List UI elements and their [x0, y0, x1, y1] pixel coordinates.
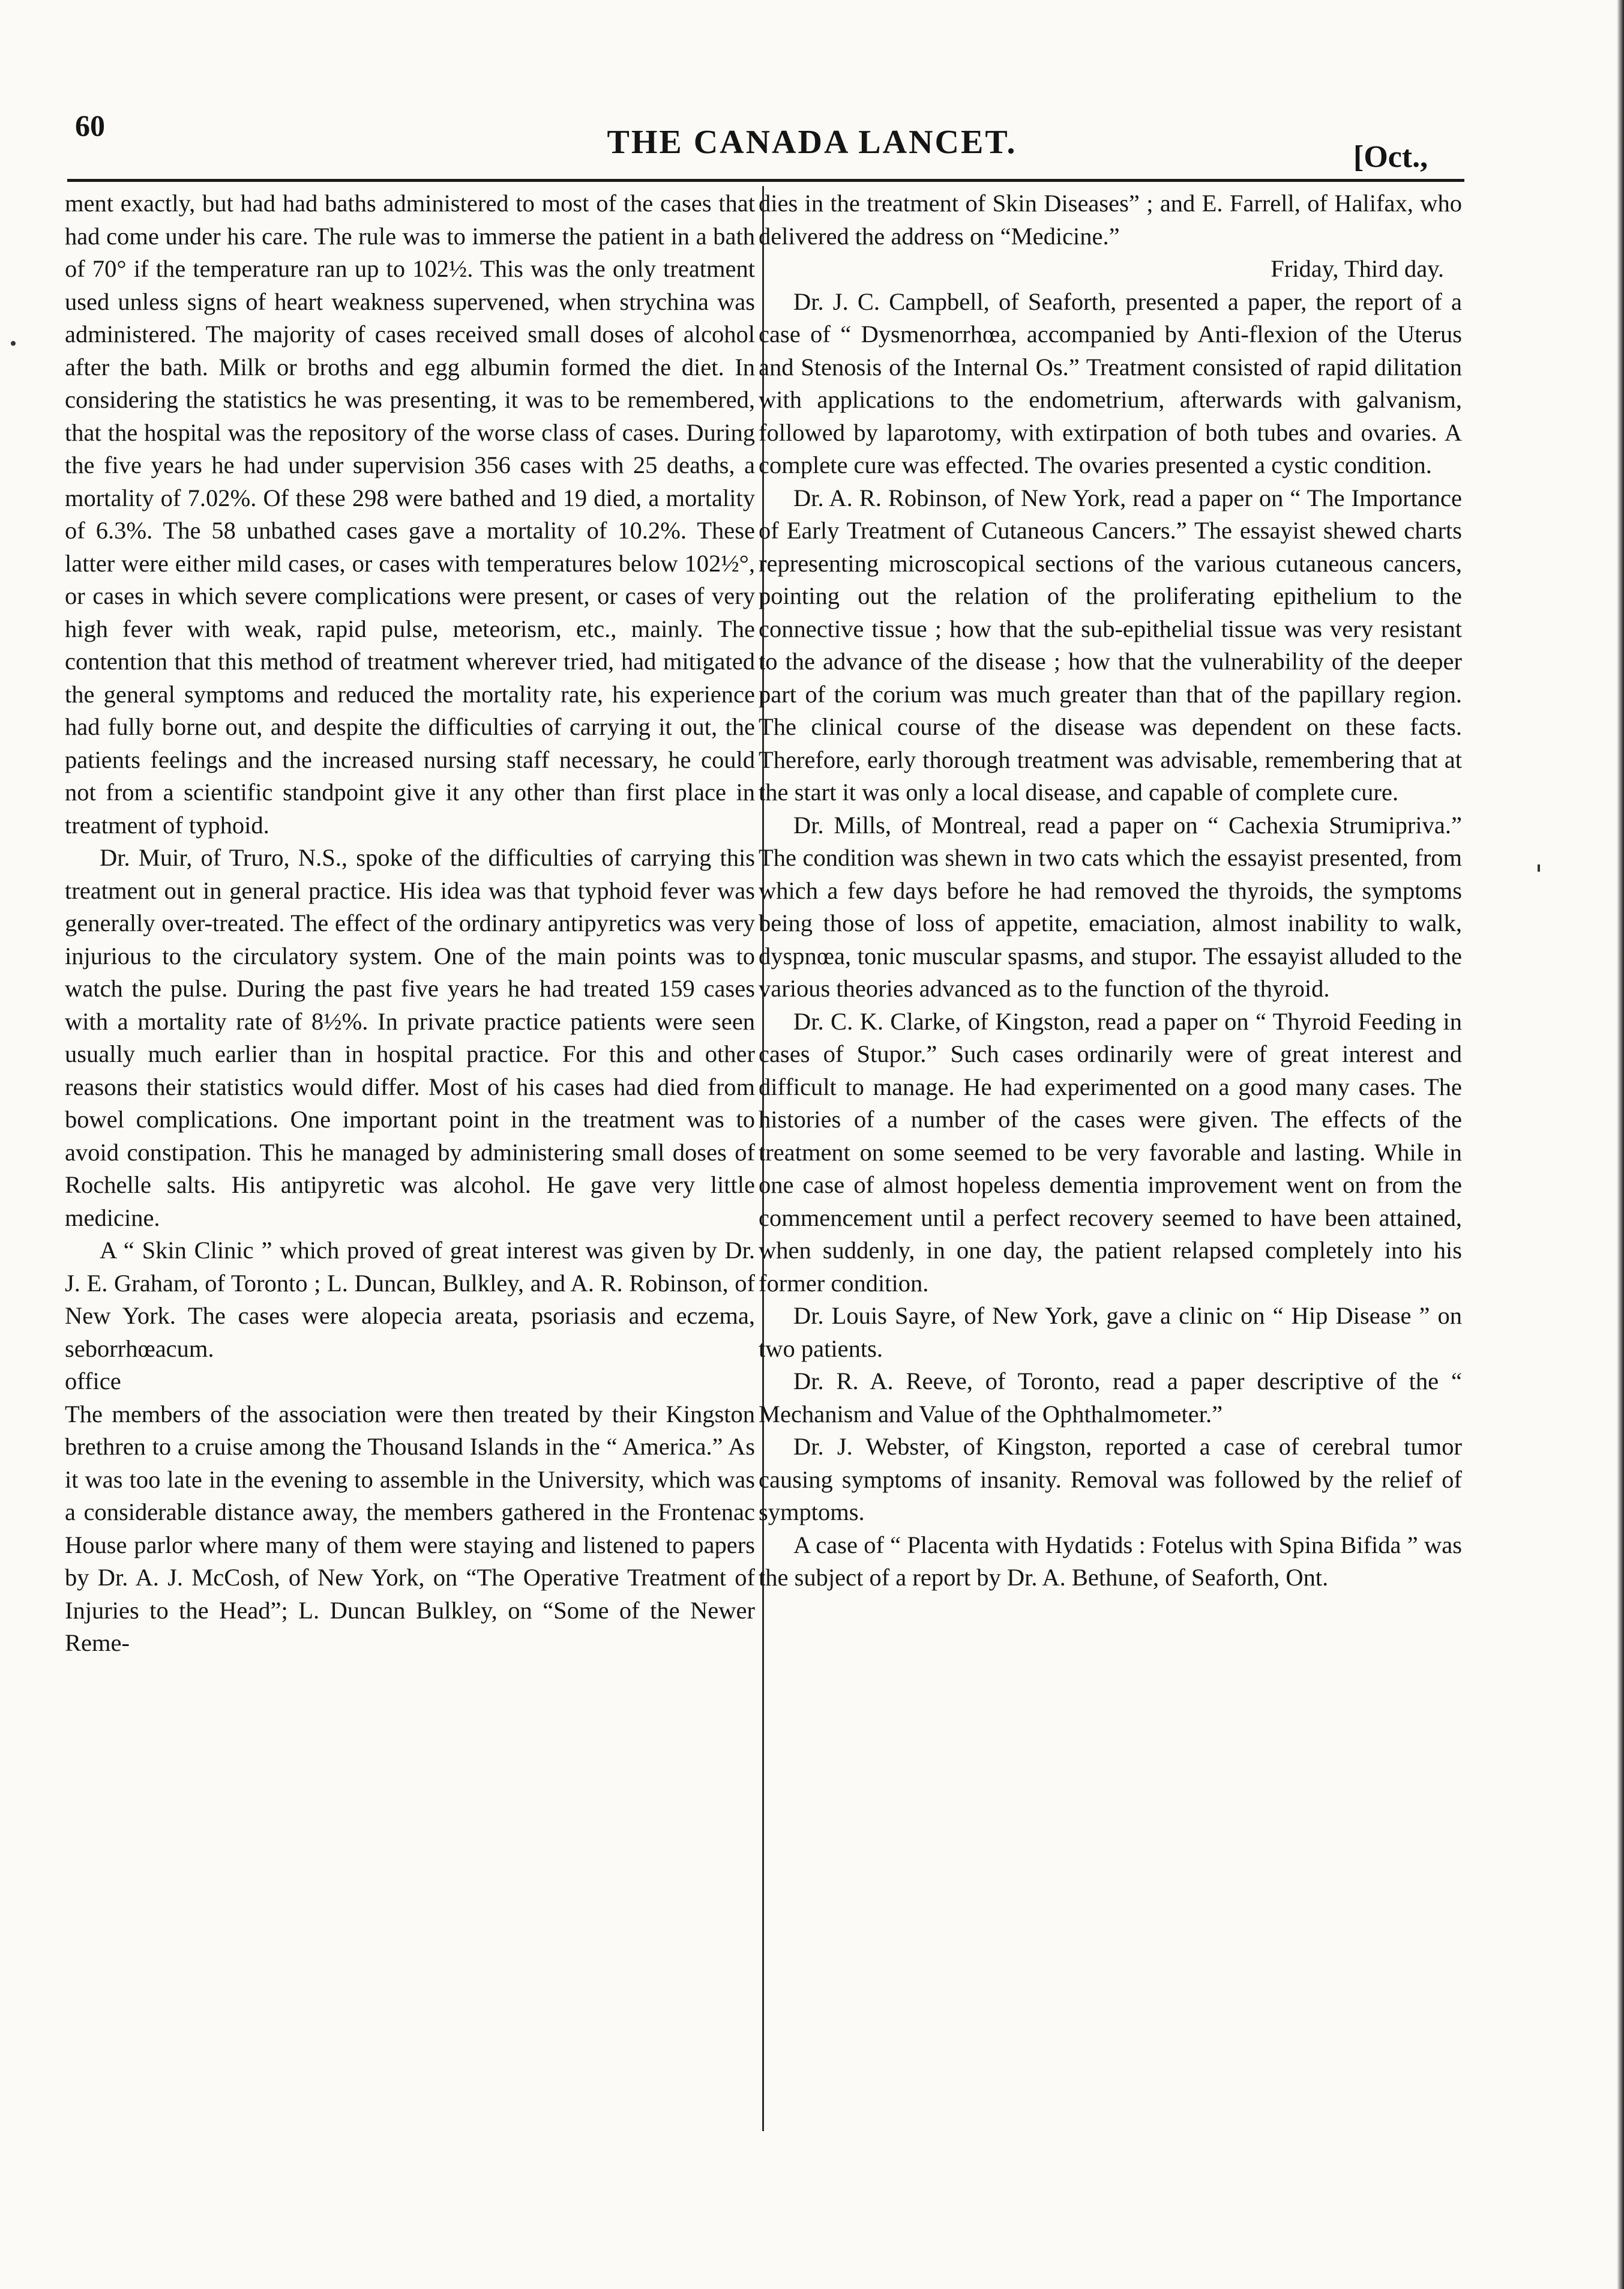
right-paragraph-2: Dr. A. R. Robinson, of New York, read a paper on “ The Importance of Early Treatment of Cutaneous Cancers.” The essayist shewed charts representing microscopical sections of the various cutaneous cancers, pointing out the relation of the proliferating epithelium to the connective tissue ; how that the sub-epithelial tissue was very resistant to the advance of the disease ; how that the vulnerability of the deeper part of the corium was much greater than that of the papillary region. The clinical course of the disease was dependent on these facts. Therefore, early thorough treatment was advisable, remembering that at the start it was only a local disease, and capable of complete cure. [759, 484, 1462, 806]
right-paragraph-6: Dr. R. A. Reeve, of Toronto, read a paper descriptive of the “ Mechanism and Value of the Ophthalmometer.” [759, 1368, 1462, 1428]
right-paragraph-1: Dr. J. C. Campbell, of Seaforth, presented a paper, the report of a case of “ Dysmenorrhœa, accompanied by Anti-flexion of the Uterus and Stenosis of the Internal Os.” Treatment consisted of rapid dilitation with applications to the endometrium, afterwards with galvanism, followed by laparotomy, with extirpation of both tubes and ovaries. A complete cure was effected. The ovaries presented a cystic condition. [759, 288, 1462, 478]
right-paragraph-7: Dr. J. Webster, of Kingston, reported a case of cerebral tumor causing symptoms of insanity. Removal was followed by the relief of symptoms. [759, 1433, 1462, 1525]
dateline: Friday, Third day. [1271, 255, 1444, 282]
ink-speck [1538, 864, 1540, 872]
right-continuation: dies in the treatment of Skin Diseases” ; and E. Farrell, of Halifax, who delivered the address on “Medicine.” [759, 190, 1462, 250]
right-paragraph-5: Dr. Louis Sayre, of New York, gave a clinic on “ Hip Disease ” on two patients. [759, 1302, 1462, 1362]
left-stray-word: office [65, 1368, 121, 1395]
running-date: [Oct., [1353, 140, 1428, 174]
right-paragraph-8: A case of “ Placenta with Hydatids : Fotelus with Spina Bifida ” was the subject of a report by Dr. A. Bethune, of Seaforth, Ont. [759, 1531, 1462, 1591]
left-paragraph-1: ment exactly, but had had baths administered to most of the cases that had come under his care. The rule was to immerse the patient in a bath of 70° if the temperature ran up to 102½. This was the only treatment used unless signs of heart weakness supervened, when strychina was administered. The majority of cases received small doses of alcohol after the bath. Milk or broths and egg albumin formed the diet. In considering the statistics he was presenting, it was to be remembered, that the hospital was the repository of the worse class of cases. During the five years he had under supervision 356 cases with 25 deaths, a mortality of 7.02%. Of these 298 were bathed and 19 died, a mortality of 6.3%. The 58 unbathed cases gave a mortality of 10.2%. These latter were either mild cases, or cases with temperatures below 102½°, or cases in which severe complications were present, or cases of very high fever with weak, rapid pulse, meteorism, etc., mainly. The contention that this method of treatment wherever tried, had mitigated the general symptoms and reduced the mortality rate, his experience had fully borne out, and despite the difficulties of carrying it out, the patients feelings and the increased nursing staff necessary, he could not from a scientific standpoint give it any other than first place in treatment of typhoid. [65, 190, 755, 839]
left-paragraph-3: A “ Skin Clinic ” which proved of great interest was given by Dr. J. E. Graham, of Toronto ; L. Duncan, Bulkley, and A. R. Robinson, of New York. The cases were alopecia areata, psoriasis and eczema, seborrhœacum. [65, 1237, 755, 1362]
left-column [65, 187, 755, 1660]
binding-edge [1617, 0, 1624, 2289]
page-number: 60 [75, 109, 105, 142]
right-paragraph-3: Dr. Mills, of Montreal, read a paper on “ Cachexia Strumipriva.” The condition was shewn in two cats which the essayist presented, from which a few days before he had removed the thyroids, the symptoms being those of loss of appetite, emaciation, almost inability to walk, dyspnœa, tonic muscular spasms, and stupor. The essayist alluded to the various theories advanced as to the function of the thyroid. [759, 811, 1462, 1002]
header-rule [67, 179, 1464, 182]
running-title: THE CANADA LANCET. [607, 124, 1017, 161]
right-paragraph-4: Dr. C. K. Clarke, of Kingston, read a paper on “ Thyroid Feeding in cases of Stupor.” Such cases ordinarily were of great interest and difficult to manage. He had experimented on a good many cases. The histories of a number of the cases were given. The effects of the treatment on some seemed to be very favorable and lasting. While in one case of almost hopeless dementia improvement went on from the commencement until a perfect recovery seemed to have been attained, when suddenly, in one day, the patient relapsed completely into his former condition. [759, 1007, 1462, 1297]
left-paragraph-4: The members of the association were then treated by their Kingston brethren to a cruise among the Thousand Islands in the “ America.” As it was too late in the evening to assemble in the University, which was a considerable distance away, the members gathered in the Frontenac House parlor where many of them were staying and listened to papers by Dr. A. J. McCosh, of New York, on “The Operative Treatment of Injuries to the Head”; L. Duncan Bulkley, on “Some of the Newer Reme- [65, 1400, 755, 1656]
ink-speck [11, 341, 16, 346]
right-column [759, 187, 1462, 1594]
left-paragraph-2: Dr. Muir, of Truro, N.S., spoke of the difficulties of carrying this treatment out in general practice. His idea was that typhoid fever was generally over-treated. The effect of the ordinary antipyretics was very injurious to the circulatory system. One of the main points was to watch the pulse. During the past five years he had treated 159 cases with a mortality rate of 8½%. In private practice patients were seen usually much earlier than in hospital practice. For this and other reasons their statistics would differ. Most of his cases had died from bowel complications. One important point in the treatment was to avoid constipation. This he managed by administering small doses of Rochelle salts. His antipyretic was alcohol. He gave very little medicine. [65, 844, 755, 1231]
